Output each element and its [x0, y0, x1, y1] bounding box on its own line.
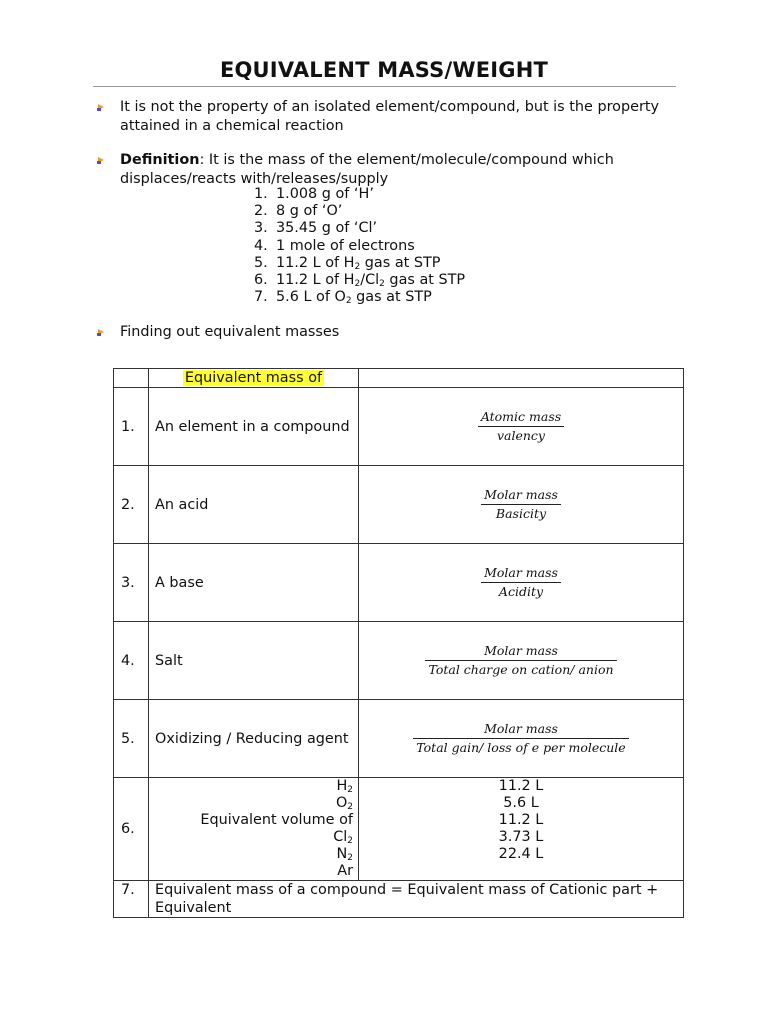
formula: $\frac{\text{Atomic mass}}{\text{valency}}$ — [478, 409, 564, 444]
bullet-text-3: Finding out equivalent masses — [120, 324, 340, 340]
list-item: 1. 1.008 g of ‘H’ — [254, 186, 374, 202]
table-row: 4. Salt $\frac{\text{Molar mass}}{\text{Total charge on cation/ anion}}$ — [114, 622, 684, 700]
list-item: 2. 8 g of ‘O’ — [254, 203, 343, 220]
table-row: 6. $H_2$ $O_2$ Equivalent volume of $Cl_2$ $N_2$ Ar 11.2 L 5.6 L 11.2 L 3.73 L 22.4 L — [114, 778, 684, 881]
gas-list: $H_2$ $O_2$ Equivalent volume of $Cl_2$ $N_2$ Ar — [149, 778, 359, 881]
list-item: 6. 11.2 L of $H_2/Cl_2$ gas at STP — [254, 272, 466, 290]
formula: $\frac{\text{Molar mass}}{\text{Basicity}}$ — [481, 487, 561, 522]
bullet-icon — [97, 103, 105, 111]
definition-paragraph — [120, 151, 680, 189]
title-rule — [93, 86, 676, 87]
page-title: EQUIVALENT MASS/WEIGHT — [219, 58, 549, 82]
list-item: 3. 35.45 g of ‘Cl’ — [254, 220, 378, 237]
list-item: 7. 5.6 L of $O_2$ gas at STP — [254, 289, 432, 307]
list-item: 5. 11.2 L of $H_2$ gas at STP — [254, 254, 441, 272]
equivalent-volume-label: Equivalent volume of — [200, 812, 353, 828]
table-row: 5. Oxidizing / Reducing agent $\frac{\text{Molar mass}}{\text{Total gain/ loss of e per molecule}}$ — [114, 700, 684, 778]
formula: $\frac{\text{Molar mass}}{\text{Total charge on cation/ anion}}$ — [425, 643, 616, 678]
table-row: 3. A base $\frac{\text{Molar mass}}{\text{Acidity}}$ — [114, 544, 684, 622]
definition-list — [254, 186, 465, 306]
equivalent-mass-table — [113, 368, 684, 918]
bullet-text-1: It is not the property of an isolated element/compound, but is the property attained in a chemical reaction — [120, 99, 660, 134]
table-row: 1. An element in a compound $\frac{\text{Atomic mass}}{\text{valency}}$ — [114, 388, 684, 466]
formula: $\frac{\text{Molar mass}}{\text{Acidity}}$ — [481, 565, 561, 600]
table-header-row — [114, 369, 684, 388]
volume-list: 11.2 L 5.6 L 11.2 L 3.73 L 22.4 L — [359, 778, 684, 881]
bullet-icon — [97, 328, 105, 336]
table-row: 2. An acid $\frac{\text{Molar mass}}{\text{Basicity}}$ — [114, 466, 684, 544]
definition-text: : It is the mass of the element/molecule/compound which displaces/reacts with/releases/supply — [120, 152, 614, 187]
table-header: Equivalent mass of — [184, 370, 323, 386]
list-item: 4. 1 mole of electrons — [254, 237, 415, 254]
table-row: 7. Equivalent mass of a compound = Equivalent mass of Cationic part + Equivalent — [114, 881, 684, 918]
bullet-icon — [97, 156, 105, 164]
definition-label: Definition — [120, 152, 200, 168]
formula: $\frac{\text{Molar mass}}{\text{Total gain/ loss of e per molecule}}$ — [413, 721, 628, 756]
